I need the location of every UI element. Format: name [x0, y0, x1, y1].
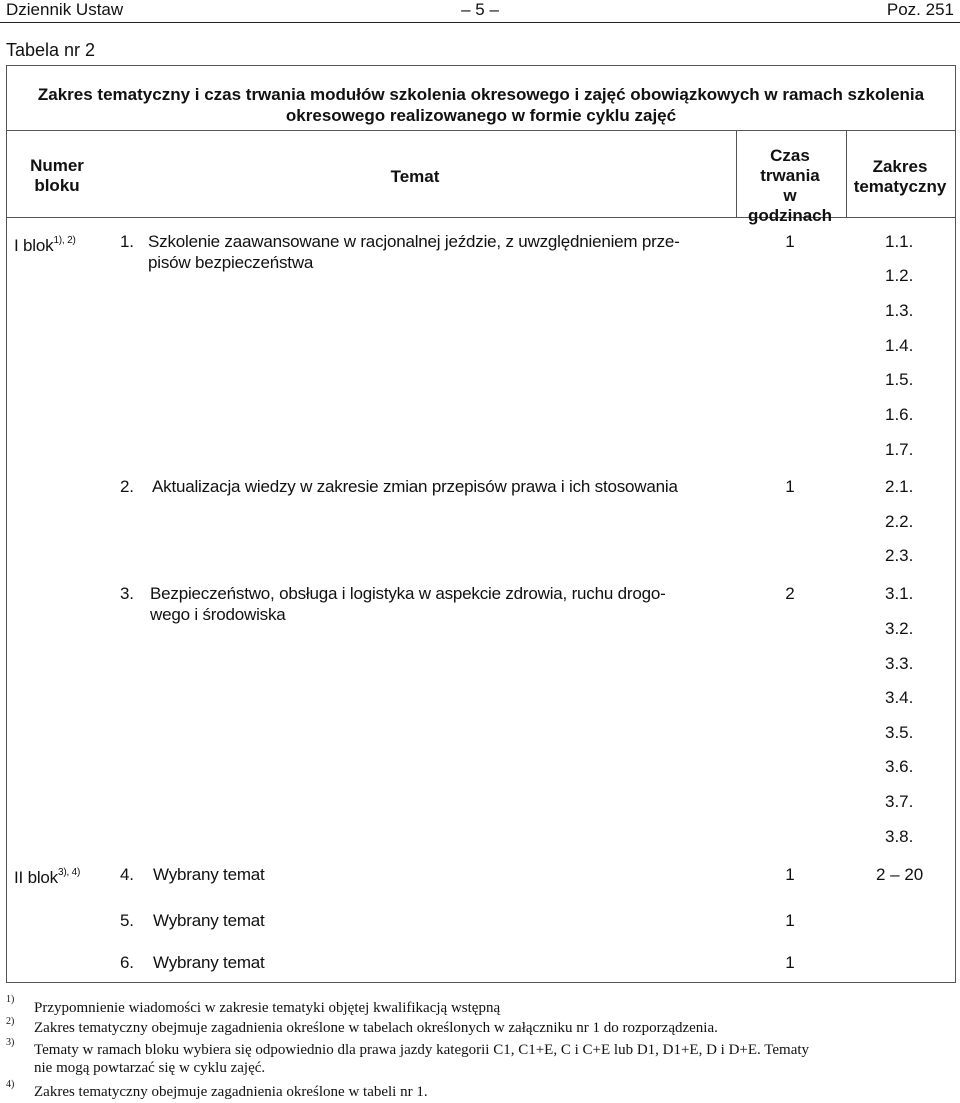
- column-header-numer: [14, 156, 100, 196]
- column-header-czas-line-2: trwania: [760, 166, 820, 185]
- topic-number: 3.: [120, 584, 134, 603]
- block-label-i-footnote-ref: 1), 2): [53, 235, 76, 246]
- scope-code: 1.6.: [885, 405, 914, 424]
- duration-hours: 1: [785, 911, 795, 930]
- footnote-text: Zakres tematyczny obejmuje zagadnienia określone w tabelach określonych w załączniku nr 1 do rozporządzenia.: [34, 1020, 718, 1036]
- column-header-zakres: [850, 157, 950, 197]
- scope-code: 3.2.: [885, 619, 914, 638]
- column-header-czas-line-3: w godzinach: [747, 186, 833, 225]
- table-title-line-2: okresowego realizowanego w formie cyklu zajęć: [285, 106, 677, 125]
- column-header-czas: [740, 146, 840, 226]
- scope-code: 3.8.: [885, 827, 914, 846]
- block-label-ii-footnote-ref: 3), 4): [57, 867, 81, 878]
- column-header-numer-line-1: Numer: [30, 156, 84, 175]
- topic-text: [150, 583, 710, 625]
- scope-code: 2.3.: [885, 546, 914, 565]
- duration-hours: 1: [785, 865, 795, 884]
- topic-text: Wybrany temat: [153, 911, 265, 930]
- scope-code: 1.4.: [885, 336, 914, 355]
- journal-name: Dziennik Ustaw: [6, 0, 124, 19]
- footnote-mark: 4): [6, 1079, 15, 1090]
- topic-number: 1.: [120, 232, 134, 251]
- topic-text-line-1: Szkolenie zaawansowane w racjonalnej jeździe, z uwzględnieniem prze-: [148, 232, 680, 251]
- topic-number: 5.: [120, 911, 134, 930]
- scope-code: 3.7.: [885, 792, 914, 811]
- footnote-text: Zakres tematyczny obejmuje zagadnienia określone w tabeli nr 1.: [34, 1084, 428, 1100]
- column-header-czas-line-1: Czas: [770, 146, 810, 165]
- topic-text: Wybrany temat: [153, 953, 265, 972]
- duration-hours: 1: [785, 477, 795, 496]
- block-label-ii: [14, 862, 80, 888]
- duration-hours: 1: [785, 953, 795, 972]
- topic-text-line-2: pisów bezpieczeństwa: [148, 253, 314, 272]
- footnote-mark: 3): [6, 1037, 15, 1048]
- topic-text: [148, 231, 708, 273]
- topic-text: Aktualizacja wiedzy w zakresie zmian przepisów prawa i ich stosowania: [152, 477, 678, 496]
- scope-code: 3.3.: [885, 654, 914, 673]
- duration-hours: 1: [785, 232, 795, 251]
- footnote-text-line-2: nie mogą powtarzać się w cyklu zajęć.: [34, 1060, 266, 1076]
- topic-text-line-1: Bezpieczeństwo, obsługa i logistyka w aspekcie zdrowia, ruchu drogo-: [150, 584, 666, 603]
- page-header: [0, 0, 960, 23]
- topic-number: 2.: [120, 477, 134, 496]
- footnote-mark: 2): [6, 1016, 15, 1027]
- block-label-i-text: I blok: [14, 236, 54, 255]
- column-header-temat: Temat: [390, 167, 440, 186]
- scope-code: 2.2.: [885, 512, 914, 531]
- footnote-text: [34, 1041, 954, 1077]
- column-header-zakres-line-2: tematyczny: [853, 177, 947, 196]
- scope-code: 3.4.: [885, 688, 914, 707]
- scope-code: 2.1.: [885, 477, 914, 496]
- block-label-ii-text: II blok: [14, 868, 58, 887]
- scope-range: 2 – 20: [876, 865, 924, 884]
- topic-number: 6.: [120, 953, 134, 972]
- topic-number: 4.: [120, 865, 134, 884]
- scope-code: 3.6.: [885, 757, 914, 776]
- position-number: Poz. 251: [886, 0, 954, 19]
- footnote-text: Przypomnienie wiadomości w zakresie tematyki objętej kwalifikacją wstępną: [34, 1000, 501, 1016]
- duration-hours: 2: [785, 584, 795, 603]
- topic-text: Wybrany temat: [153, 865, 265, 884]
- table-title: [6, 84, 956, 126]
- scope-code: 1.5.: [885, 370, 914, 389]
- scope-code: 3.1.: [885, 584, 914, 603]
- scope-code: 1.1.: [885, 232, 914, 251]
- scope-code: 1.2.: [885, 266, 914, 285]
- page-number: – 5 –: [461, 0, 499, 19]
- block-label-i: [14, 230, 76, 256]
- topic-text-line-2: wego i środowiska: [150, 605, 286, 624]
- column-header-zakres-line-1: Zakres: [872, 157, 928, 176]
- footnote-text-line-1: Tematy w ramach bloku wybiera się odpowiednio dla prawa jazdy kategorii C1, C1+E, C i C+E lub D1, D1+E, D i D+E. Tematy: [34, 1042, 810, 1058]
- scope-code: 1.3.: [885, 301, 914, 320]
- table-title-line-1: Zakres tematyczny i czas trwania modułów szkolenia okresowego i zajęć obowiązkowych w ramach szkolenia: [37, 85, 925, 104]
- column-header-numer-line-2: bloku: [34, 176, 80, 195]
- table-label: Tabela nr 2: [6, 40, 96, 60]
- scope-code: 1.7.: [885, 440, 914, 459]
- scope-code: 3.5.: [885, 723, 914, 742]
- footnote-mark: 1): [6, 994, 15, 1005]
